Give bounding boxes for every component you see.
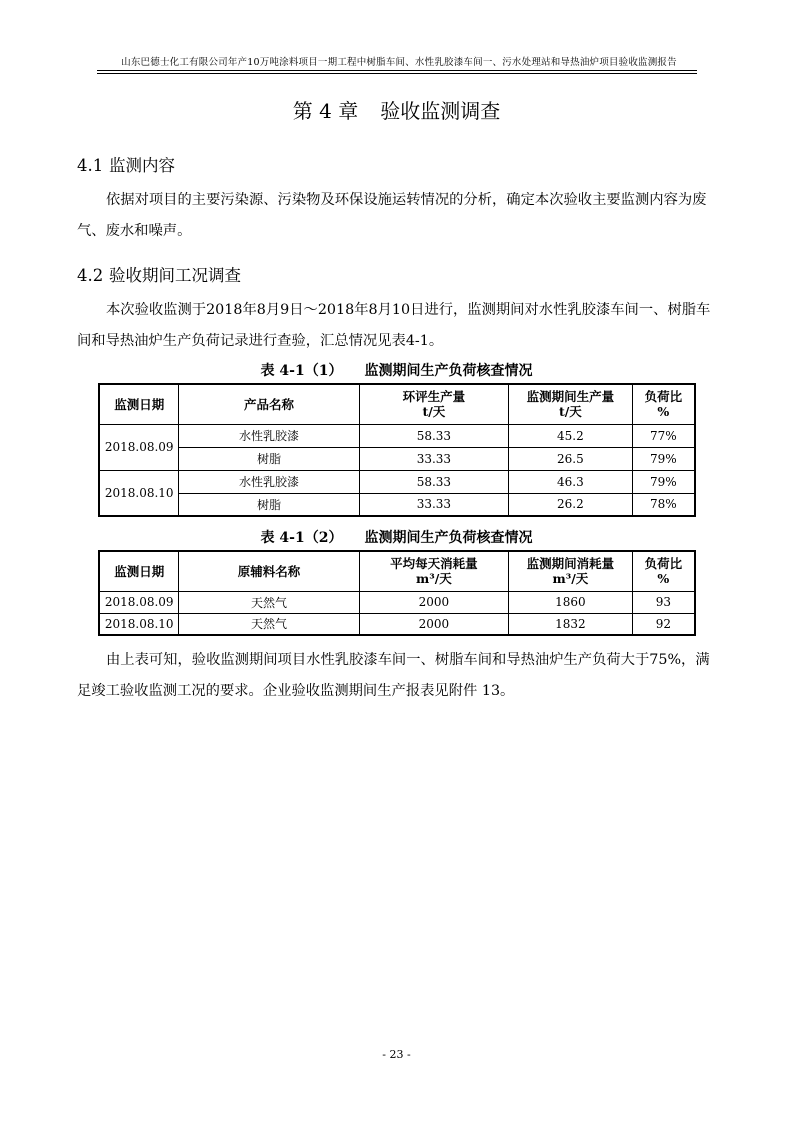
cell-avg: 2000 [359, 591, 508, 613]
cell-date: 2018.08.10 [99, 470, 179, 516]
table-row [99, 613, 695, 635]
cell-actual: 45.2 [509, 424, 633, 447]
cell-avg: 2000 [359, 613, 508, 635]
caption-title: 监测期间生产负荷核查情况 [364, 530, 533, 546]
header-rule-thin [97, 73, 697, 74]
cell-date: 2018.08.10 [99, 613, 179, 635]
cell-material: 天然气 [179, 591, 359, 613]
caption-title: 监测期间生产负荷核查情况 [364, 363, 533, 379]
section-number: 4.1 [77, 156, 104, 175]
header-actual-output: 监测期间生产量 t/天 [509, 384, 633, 424]
table-header-row [99, 551, 695, 591]
section-title: 监测内容 [109, 156, 175, 175]
cell-date: 2018.08.09 [99, 591, 179, 613]
running-header: 山东巴德士化工有限公司年产10万吨涂料项目一期工程中树脂车间、水性乳胶漆车间一、污水处理站和导热油炉项目验收监测报告 [121, 57, 677, 68]
cell-eia: 58.33 [359, 424, 508, 447]
production-load-table [98, 383, 696, 517]
cell-material: 天然气 [179, 613, 359, 635]
caption-number: 表 4-1（1） [260, 363, 343, 379]
header-product: 产品名称 [179, 384, 359, 424]
cell-eia: 33.33 [359, 447, 508, 470]
paragraph-working-conditions [77, 295, 717, 357]
header-load-ratio: 负荷比 % [632, 551, 695, 591]
material-consumption-table [98, 550, 696, 636]
table-caption-2 [0, 527, 793, 547]
header-date: 监测日期 [99, 384, 179, 424]
caption-number: 表 4-1（2） [260, 530, 343, 546]
cell-product: 树脂 [179, 493, 359, 516]
cell-product: 树脂 [179, 447, 359, 470]
cell-ratio: 79% [632, 447, 695, 470]
cell-ratio: 93 [632, 591, 695, 613]
section-title: 验收期间工况调查 [109, 266, 241, 285]
cell-eia: 33.33 [359, 493, 508, 516]
section-heading-4-2 [77, 262, 241, 286]
header-eia-output: 环评生产量 t/天 [359, 384, 508, 424]
table-row [99, 493, 695, 516]
section-number: 4.2 [77, 266, 104, 285]
paragraph-text: 依据对项目的主要污染源、污染物及环保设施运转情况的分析，确定本次验收主要监测内容为废气、废水和噪声。 [77, 192, 707, 239]
cell-product: 水性乳胶漆 [179, 470, 359, 493]
chapter-number: 第 4 章 [292, 99, 359, 123]
section-heading-4-1 [77, 152, 175, 176]
cell-eia: 58.33 [359, 470, 508, 493]
table-row [99, 447, 695, 470]
table-caption-1 [0, 360, 793, 380]
cell-actual: 46.3 [509, 470, 633, 493]
paragraph-conclusion [77, 645, 717, 707]
cell-ratio: 79% [632, 470, 695, 493]
header-load-ratio: 负荷比 % [632, 384, 695, 424]
cell-date: 2018.08.09 [99, 424, 179, 470]
header-rule [97, 70, 697, 71]
cell-ratio: 77% [632, 424, 695, 447]
paragraph-monitoring-content [77, 185, 717, 247]
page-number: - 23 - [382, 1048, 411, 1061]
cell-actual: 26.5 [509, 447, 633, 470]
cell-ratio: 92 [632, 613, 695, 635]
cell-product: 水性乳胶漆 [179, 424, 359, 447]
table-row [99, 424, 695, 447]
cell-ratio: 78% [632, 493, 695, 516]
table-row [99, 470, 695, 493]
header-avg-consumption: 平均每天消耗量 m³/天 [359, 551, 508, 591]
cell-actual: 1832 [509, 613, 633, 635]
header-date: 监测日期 [99, 551, 179, 591]
cell-actual: 26.2 [509, 493, 633, 516]
chapter-title: 验收监测调查 [380, 99, 501, 123]
chapter-heading [0, 95, 793, 124]
paragraph-text: 由上表可知，验收监测期间项目水性乳胶漆车间一、树脂车间和导热油炉生产负荷大于75%，满足竣工验收监测工况的要求。企业验收监测期间生产报表见附件 13。 [77, 652, 710, 699]
header-material: 原辅料名称 [179, 551, 359, 591]
header-actual-consumption: 监测期间消耗量 m³/天 [509, 551, 633, 591]
table-header-row [99, 384, 695, 424]
paragraph-text: 本次验收监测于2018年8月9日～2018年8月10日进行，监测期间对水性乳胶漆车间一、树脂车间和导热油炉生产负荷记录进行查验，汇总情况见表4-1。 [77, 302, 711, 349]
cell-actual: 1860 [509, 591, 633, 613]
table-row [99, 591, 695, 613]
